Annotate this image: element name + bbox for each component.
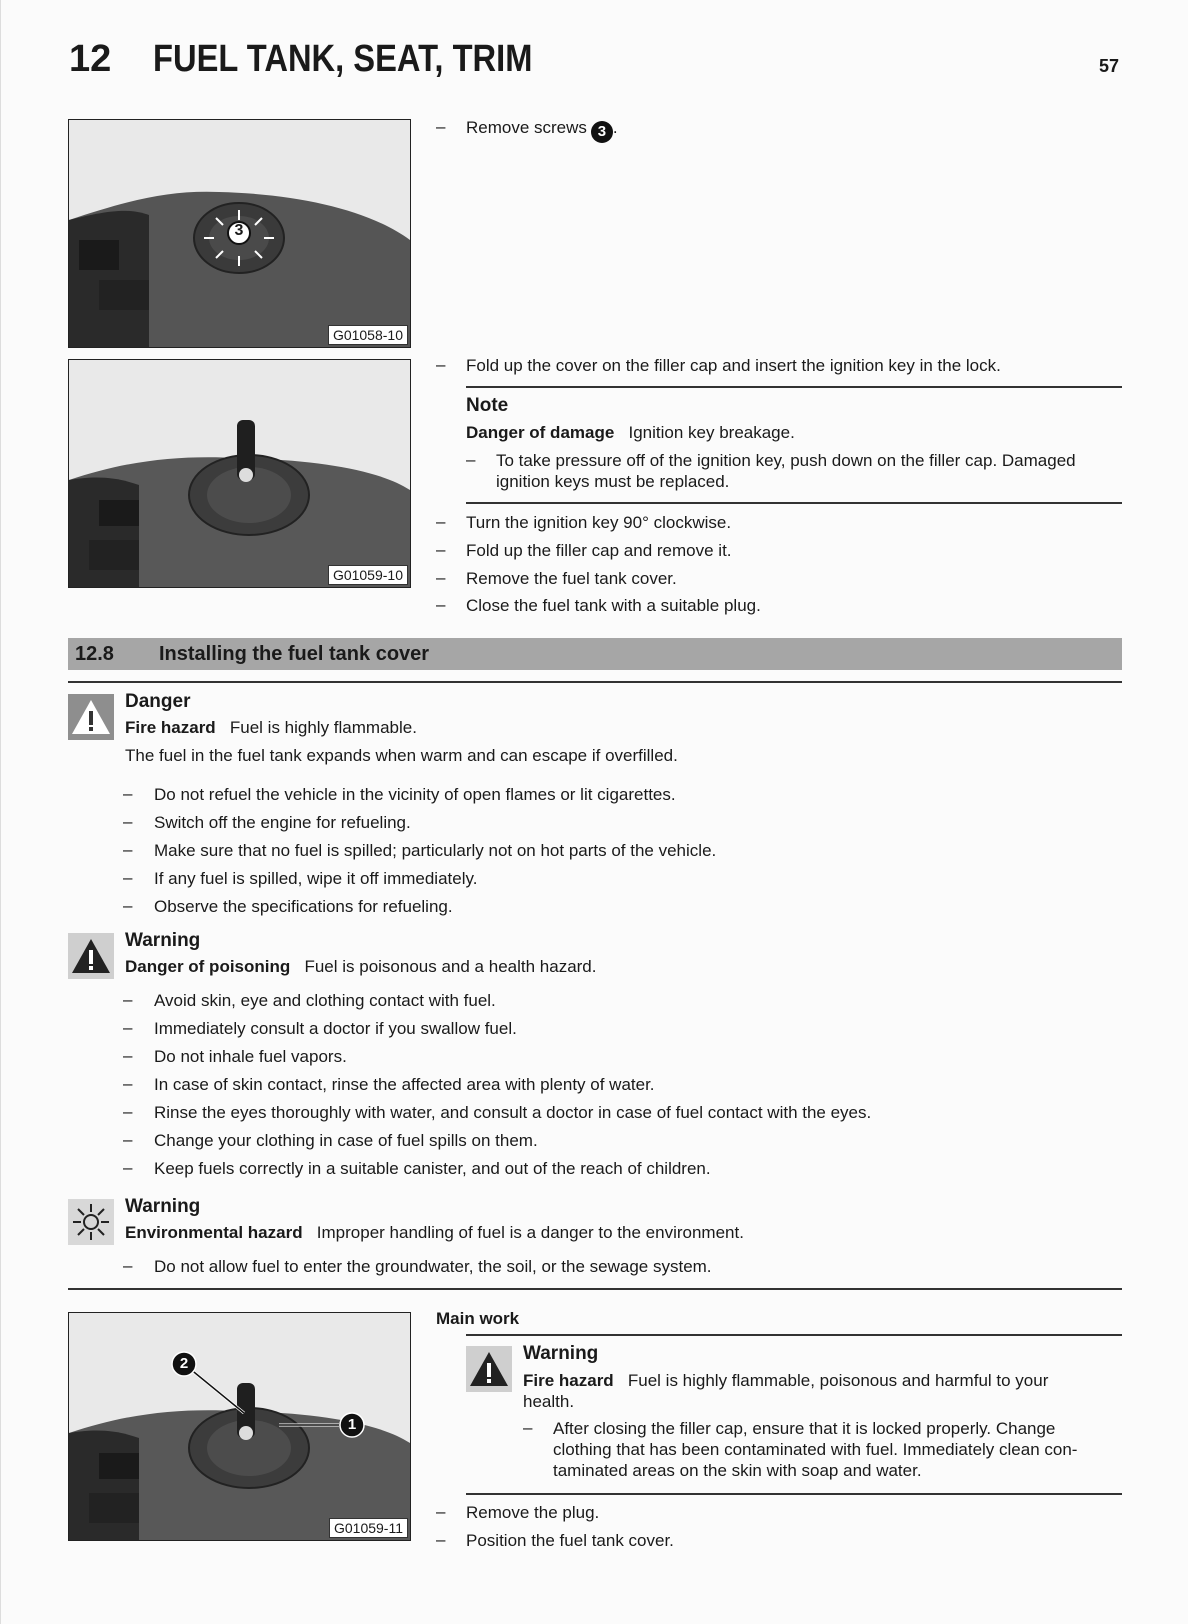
danger-hazard-line [125,717,417,739]
danger-item: Switch off the engine for refueling. [154,813,411,832]
dash: – [123,1102,133,1121]
dash: – [436,512,446,531]
note-body [466,422,795,444]
section-rule [68,681,1122,683]
dash: – [123,1158,133,1177]
poison-item: Immediately consult a doctor if you swallow fuel. [154,1019,517,1038]
step-remove-plug: Remove the plug. [466,1503,600,1522]
figure-label: G01059-11 [329,1518,408,1538]
warning-triangle-icon [466,1346,512,1392]
danger-text: Fuel is highly flammable. [229,718,417,737]
callout-1: 1 [347,1416,357,1433]
poison-item: Do not inhale fuel vapors. [154,1047,347,1066]
dash: – [123,1256,133,1275]
dash: – [123,784,133,803]
dash: – [123,1046,133,1065]
callout-3: 3 [234,222,244,239]
main-work-rule [466,1334,1122,1336]
dash: – [123,1074,133,1093]
note-top-rule [466,386,1122,388]
danger-text2: The fuel in the fuel tank expands when warm and can escape if overfilled. [125,746,678,765]
dash: – [466,450,476,469]
dash: – [436,595,446,614]
figure-label: G01058-10 [328,325,408,345]
warning-poison-title: Warning [125,930,201,951]
step-text: Remove screws [466,118,587,137]
dash: – [436,568,446,587]
main-warning-line1 [523,1370,1048,1392]
step-close-tank: Close the fuel tank with a suitable plug. [466,596,761,615]
callout-2: 2 [179,1355,189,1372]
dash: – [436,540,446,559]
dash: – [436,1502,446,1521]
step-position-cover: Position the fuel tank cover. [466,1531,674,1550]
figure-filler-cap-screws [68,119,411,348]
dash: – [123,868,133,887]
dash: – [123,812,133,831]
warning-env-label: Environmental hazard [125,1223,303,1242]
step-fold-up-cover: Fold up the cover on the filler cap and insert the ignition key in the lock. [466,356,1001,375]
poison-item: Change your clothing in case of fuel spills on them. [154,1131,538,1150]
dash: – [436,117,446,136]
danger-item: Do not refuel the vehicle in the vicinity of open flames or lit cigarettes. [154,785,676,804]
danger-title: Danger [125,691,191,712]
page-number: 57 [1099,56,1120,76]
main-warning-item-line2: clothing that has been contaminated with fuel. Immediately clean con- [553,1440,1078,1459]
step-turn-key: Turn the ignition key 90° clockwise. [466,513,732,532]
chapter-number: 12 [69,38,112,80]
warning-triangle-icon [68,933,114,979]
step-remove-cover: Remove the fuel tank cover. [466,569,677,588]
note-label: Danger of damage [466,423,615,442]
poison-item: Rinse the eyes thoroughly with water, and consult a doctor in case of fuel contact with the eyes. [154,1103,872,1122]
warning-poison-text: Fuel is poisonous and a health hazard. [304,957,597,976]
warning-env-line [125,1222,744,1244]
main-work-heading: Main work [436,1309,520,1328]
dash: – [123,1130,133,1149]
main-warning-bottom-rule [466,1493,1122,1495]
block-rule [68,1288,1122,1290]
note-text: Ignition key breakage. [628,423,795,442]
main-warning-item-line3: taminated areas on the skin with soap and water. [553,1461,922,1480]
poison-item: Keep fuels correctly in a suitable canister, and out of the reach of children. [154,1159,711,1178]
main-warning-label: Fire hazard [523,1371,614,1390]
poison-item: In case of skin contact, rinse the affected area with plenty of water. [154,1075,655,1094]
note-item-line2: ignition keys must be replaced. [496,472,730,491]
main-warning-text: Fuel is highly flammable, poisonous and harmful to your [627,1371,1049,1390]
danger-item: Make sure that no fuel is spilled; particularly not on hot parts of the vehicle. [154,841,717,860]
dash: – [123,1018,133,1037]
step-end: . [612,118,618,137]
env-item: Do not allow fuel to enter the groundwater, the soil, or the sewage system. [154,1257,712,1276]
warning-poison-label: Danger of poisoning [125,957,291,976]
figure-ignition-key-in-lock [68,359,411,588]
dash: – [436,355,446,374]
dash: – [123,840,133,859]
section-number: 12.8 [75,643,114,665]
main-warning-item-line1: After closing the filler cap, ensure that it is locked properly. Change [553,1419,1056,1438]
chapter-title: FUEL TANK, SEAT, TRIM [153,38,533,80]
danger-item: Observe the specifications for refueling. [154,897,453,916]
note-item-line1: To take pressure off of the ignition key, push down on the filler cap. Damaged [496,451,1076,470]
warning-poison-line [125,956,596,978]
note-bottom-rule [466,502,1122,504]
dash: – [523,1418,533,1437]
figure-filler-cap-installed [68,1312,411,1541]
poison-item: Avoid skin, eye and clothing contact with fuel. [154,991,496,1010]
environment-icon [68,1199,114,1245]
main-warning-line2: health. [523,1392,575,1411]
step-remove-filler-cap: Fold up the filler cap and remove it. [466,541,732,560]
warning-env-text: Improper handling of fuel is a danger to the environment. [316,1223,744,1242]
dash: – [123,990,133,1009]
callout-3-inline: 3 [591,121,613,143]
fuel-tank-photo-2 [69,360,410,587]
dash: – [436,1530,446,1549]
figure-label: G01059-10 [328,565,408,585]
warning-env-title: Warning [125,1196,201,1217]
main-warning-title: Warning [523,1343,599,1364]
danger-label: Fire hazard [125,718,216,737]
danger-item: If any fuel is spilled, wipe it off immediately. [154,869,478,888]
section-title: Installing the fuel tank cover [159,643,430,665]
dash: – [123,896,133,915]
note-title: Note [466,395,509,416]
danger-warning-icon [68,694,114,740]
step-remove-screws [466,117,618,143]
